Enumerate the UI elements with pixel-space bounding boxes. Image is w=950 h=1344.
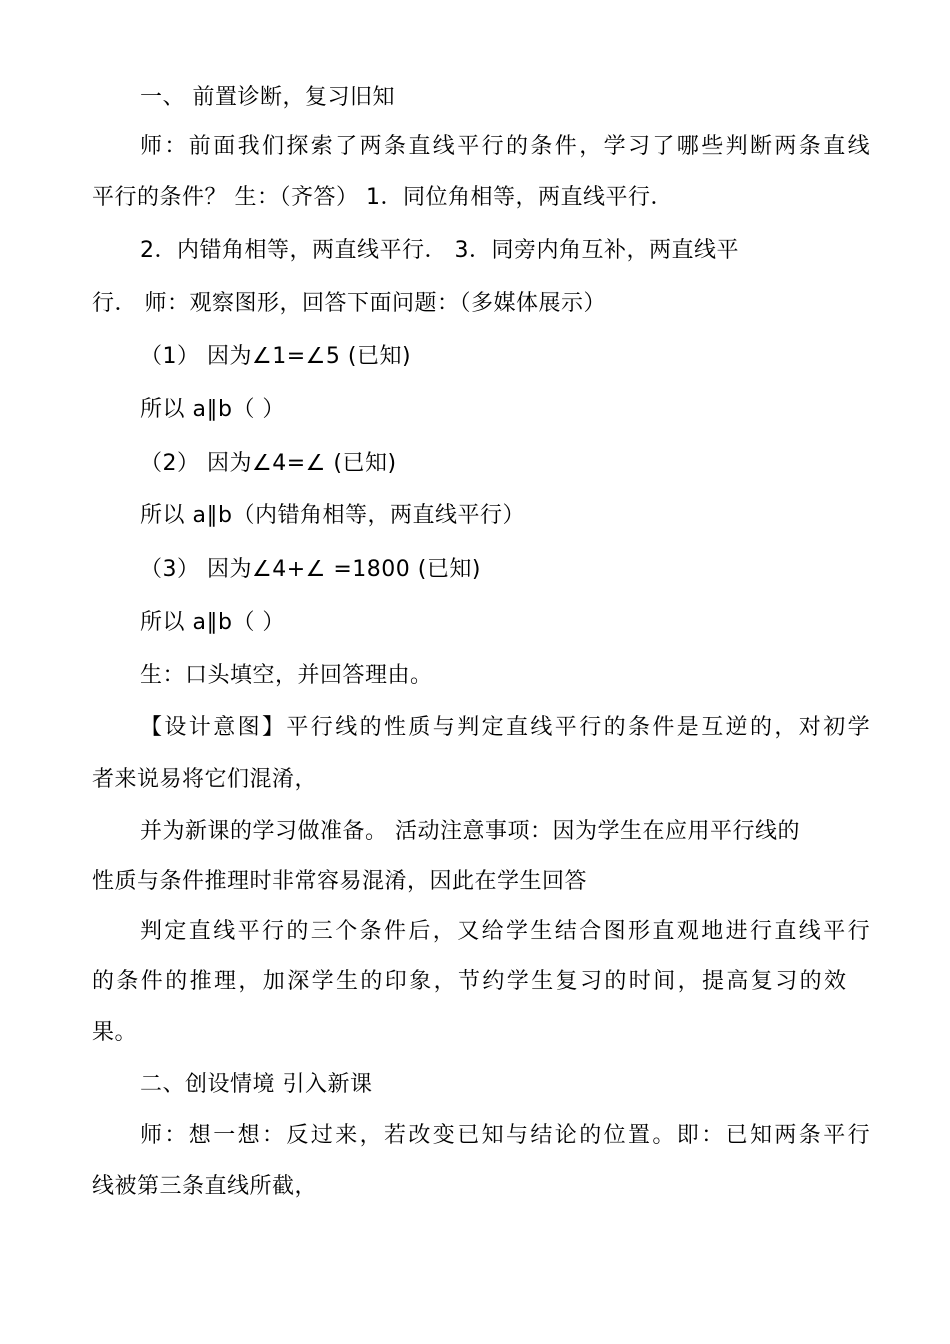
- paragraph-line: 2．内错角相等，两直线平行． 3．同旁内角互补，两直线平: [140, 238, 739, 263]
- paragraph-line: 并为新课的学习做准备。 活动注意事项：因为学生在应用平行线的: [140, 819, 800, 844]
- paragraph-line: 平行的条件？ 生：（齐答） 1．同位角相等，两直线平行．: [92, 185, 673, 210]
- question-3: （3） 因为∠4+∠ =1800 (已知): [140, 557, 481, 582]
- paragraph-line: 者来说易将它们混淆，: [92, 767, 318, 792]
- paragraph-line: 师：前面我们探索了两条直线平行的条件，学习了哪些判断两条直线: [140, 134, 873, 159]
- paragraph-line: 性质与条件推理时非常容易混淆，因此在学生回答: [92, 869, 588, 894]
- paragraph-line: 果。: [92, 1020, 138, 1045]
- paragraph-line: 的条件的推理，加深学生的印象，节约学生复习的时间，提高复习的效: [92, 969, 849, 994]
- paragraph-line: 生：口头填空，并回答理由。: [140, 663, 433, 688]
- paragraph-line: 行． 师：观察图形，回答下面问题：（多媒体展示）: [92, 291, 606, 316]
- paragraph-line: 师：想一想：反过来，若改变已知与结论的位置。即：已知两条平行: [140, 1123, 873, 1148]
- answer-1: 所以 a∥b（ ）: [140, 397, 285, 422]
- question-1: （1） 因为∠1=∠5 (已知): [140, 344, 412, 369]
- paragraph-line: 判定直线平行的三个条件后，又给学生结合图形直观地进行直线平行: [140, 919, 873, 944]
- paragraph-line: 线被第三条直线所截，: [92, 1174, 318, 1199]
- answer-3: 所以 a∥b（ ）: [140, 610, 285, 635]
- design-intent-line: 【设计意图】平行线的性质与判定直线平行的条件是互逆的，对初学: [140, 715, 873, 740]
- section-heading-2: 二、创设情境 引入新课: [140, 1072, 373, 1097]
- section-heading-1: 一、 前置诊断，复习旧知: [140, 85, 395, 110]
- answer-2: 所以 a∥b（内错角相等，两直线平行）: [140, 503, 525, 528]
- question-2: （2） 因为∠4=∠ (已知): [140, 451, 397, 476]
